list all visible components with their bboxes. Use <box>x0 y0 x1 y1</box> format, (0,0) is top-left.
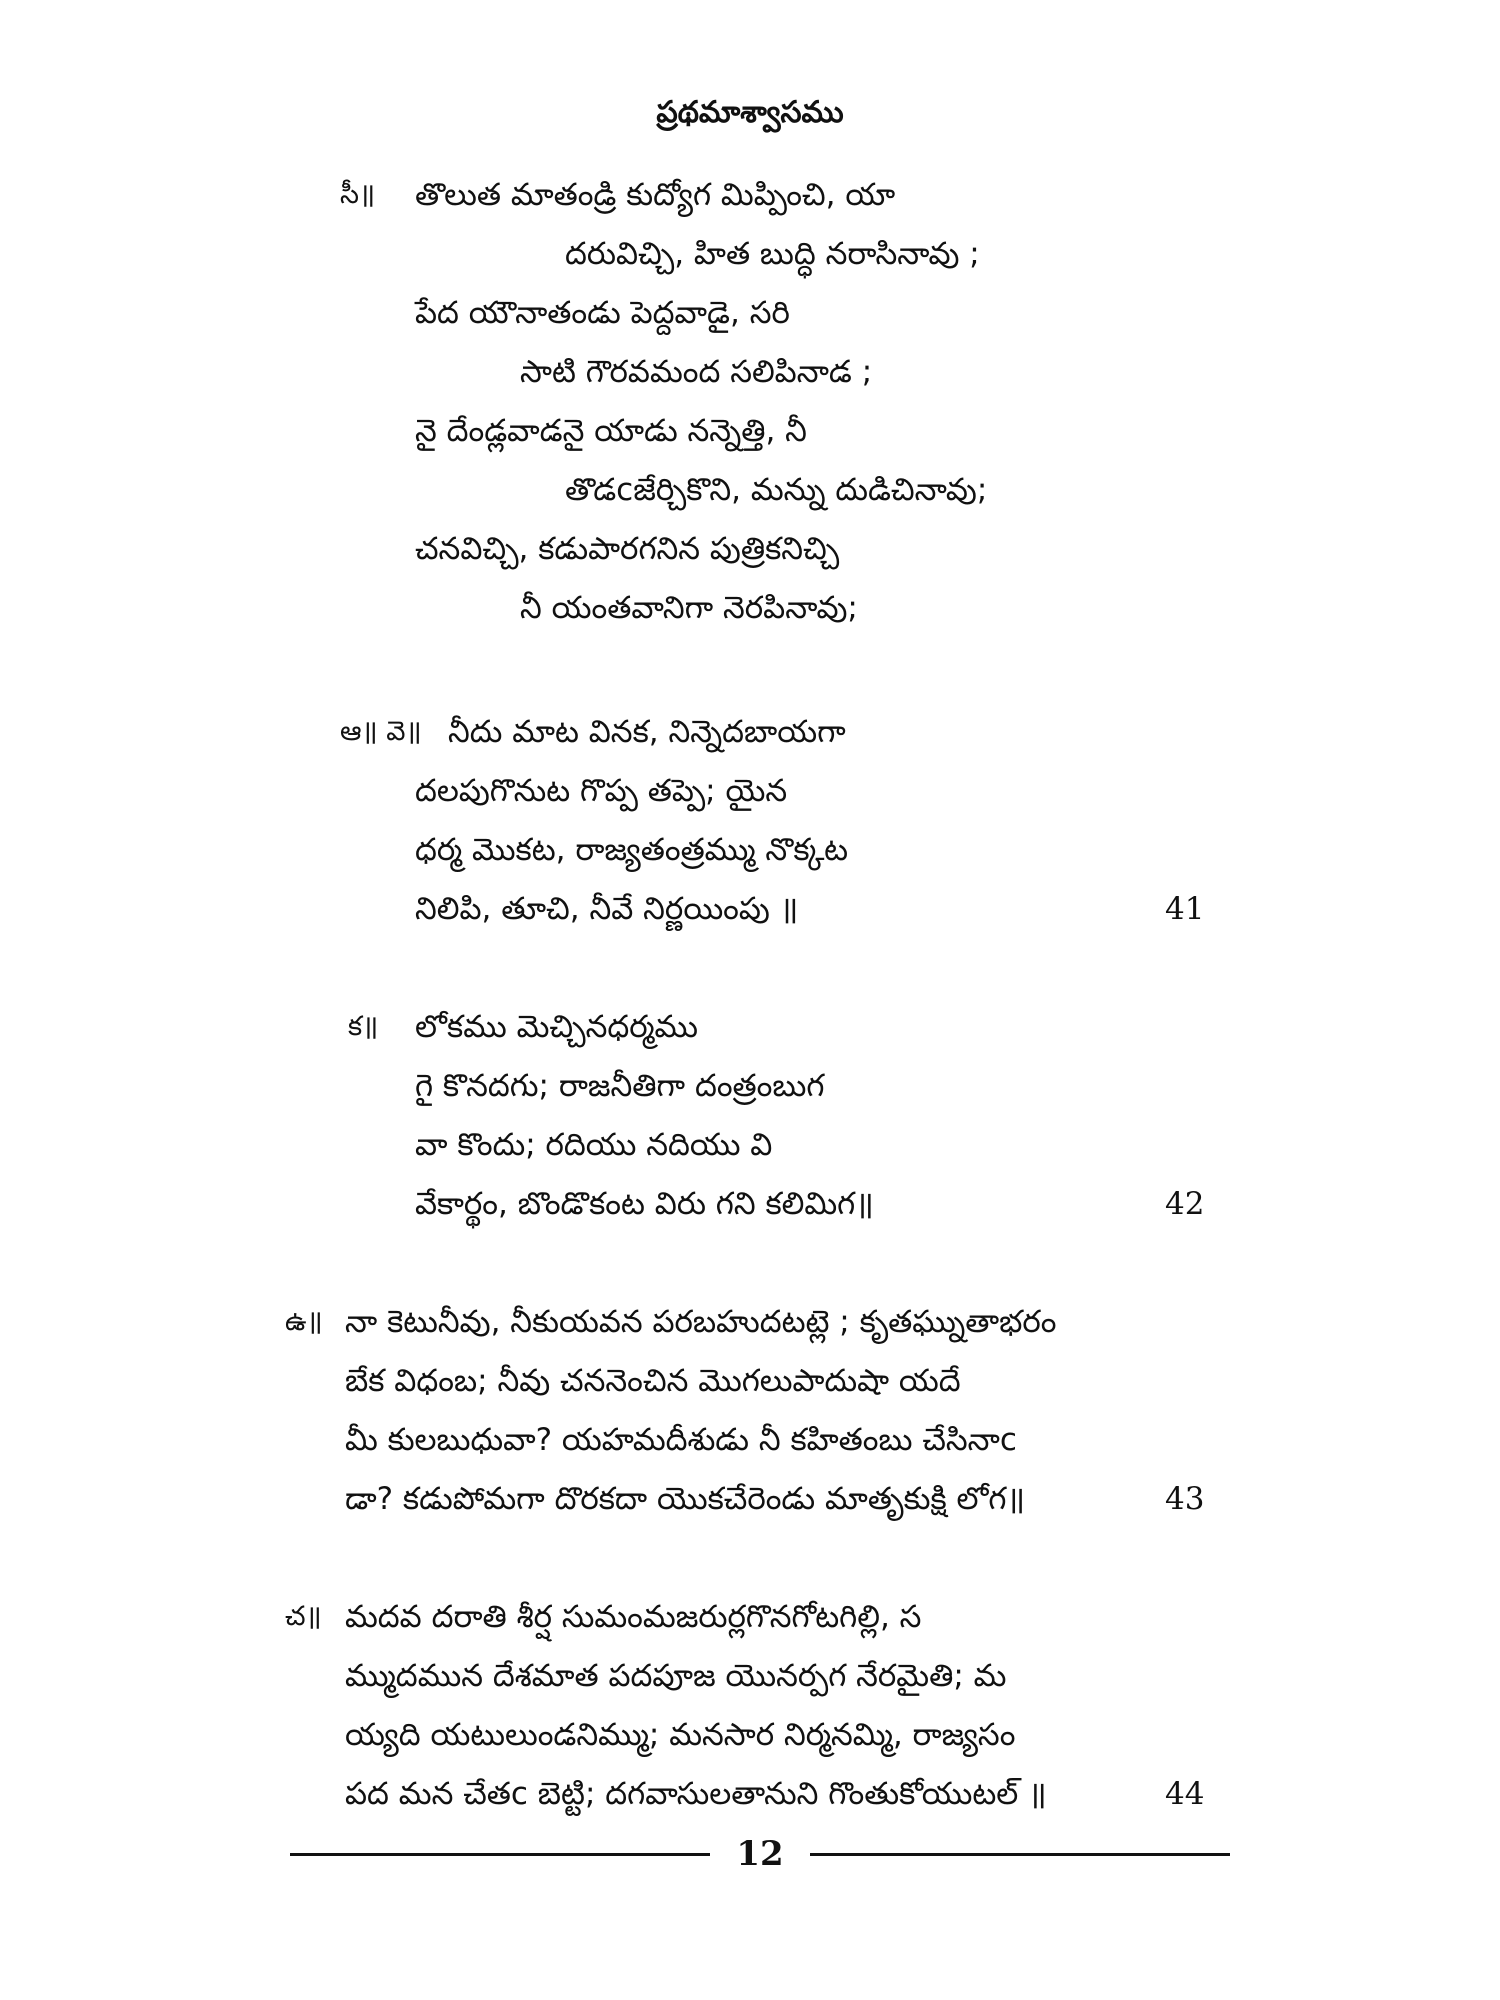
verse-line: నై దేండ్లవాడనై యాడు నన్నెత్తి, నీ <box>415 413 807 449</box>
verse-line: ధర్మ మొకట, రాజ్యతంత్రమ్ము నొక్కట <box>415 832 849 868</box>
verse-line: నిలిపి, తూచి, నీవే నిర్ణయింపు ॥ <box>415 891 799 927</box>
verse-meter-label: ఉ॥ <box>285 1306 323 1337</box>
chapter-header: ప్రథమాశ్వాసము <box>656 95 844 130</box>
verse-meter-label: క॥ <box>348 1011 379 1042</box>
verse-line: దలపుగొనుట గొప్ప తప్పె; యైన <box>415 773 788 809</box>
verse-line: తొలుత మాతండ్రి కుద్యోగ మిప్పించి, యా <box>415 177 896 213</box>
verse-meter-label: చ॥ <box>285 1601 322 1632</box>
footer-rule-right <box>810 1853 1230 1856</box>
verse-line: య్యది యటులుండనిమ్ము; మనసార నిర్మనమ్మి, రాజ్యసం <box>345 1717 1016 1753</box>
verse-number: 42 <box>1165 1186 1205 1222</box>
verse-line: మీ కులబుధువా? యహమదీశుడు నీ కహితంబు చేసినాc <box>345 1422 1017 1458</box>
verse-line: లోకము మెచ్చినధర్మము <box>415 1009 699 1045</box>
verse-line: పద మన చేతc బెట్టి; దగవాసులతానుని గొంతుకోయుటల్ ॥ <box>345 1776 1047 1812</box>
verse-line: తొడcజేర్చికొని, మన్ను దుడిచినావు; <box>565 472 988 508</box>
verse-line: బేక విధంబ; నీవు చననెంచిన మొగలుపాదుషా యదే <box>345 1363 961 1399</box>
verse-line: మ్ముదమున దేశమాత పదపూజ యొనర్పగ నేరమైతి; మ <box>345 1658 1007 1694</box>
page-number: 12 <box>736 1834 784 1874</box>
verse-line: వా కొందు; రదియు నదియు వి <box>415 1127 773 1163</box>
verse-line: సాటి గౌరవమంద సలిపినాడ ; <box>520 354 873 390</box>
verse-line: నా కెటునీవు, నీకుయవన పరబహుదటట్లె ; కృతఘ్నుతాభరం <box>345 1304 1057 1340</box>
verse-number: 44 <box>1165 1776 1205 1812</box>
verse-line: డా? కడుపోమగా దొరకదా యొకచేరెండు మాతృకుక్షి లోగ॥ <box>345 1481 1026 1517</box>
verse-meter-label: సీ॥ <box>340 179 376 210</box>
verse-line: గై కొనదగు; రాజనీతిగా దంత్రంబుగ <box>415 1068 825 1104</box>
verse-line: నీదు మాట వినక, నిన్నెదబాయగా <box>448 714 846 750</box>
verse-line: నీ యంతవానిగా నెరపినావు; <box>520 590 858 626</box>
verse-line: వేకార్థం, బొండొకంట విరు గని కలిమిగ॥ <box>415 1186 874 1222</box>
verse-line: చనవిచ్చి, కడుపారగనిన పుత్రికనిచ్చి <box>415 531 840 567</box>
verse-number: 41 <box>1165 891 1205 927</box>
footer-rule-left <box>290 1853 710 1856</box>
verse-line: దరువిచ్చి, హిత బుద్ధి నరాసినావు ; <box>565 236 980 272</box>
verse-meter-label: ఆ॥ వె॥ <box>340 716 422 747</box>
verse-line: మదవ దరాతి శీర్ష సుమంమజరుర్లగొనగోటగిల్లి, స <box>345 1599 922 1635</box>
verse-number: 43 <box>1165 1481 1205 1517</box>
verse-line: పేద యౌనాతండు పెద్దవాడై, సరి <box>415 295 790 331</box>
